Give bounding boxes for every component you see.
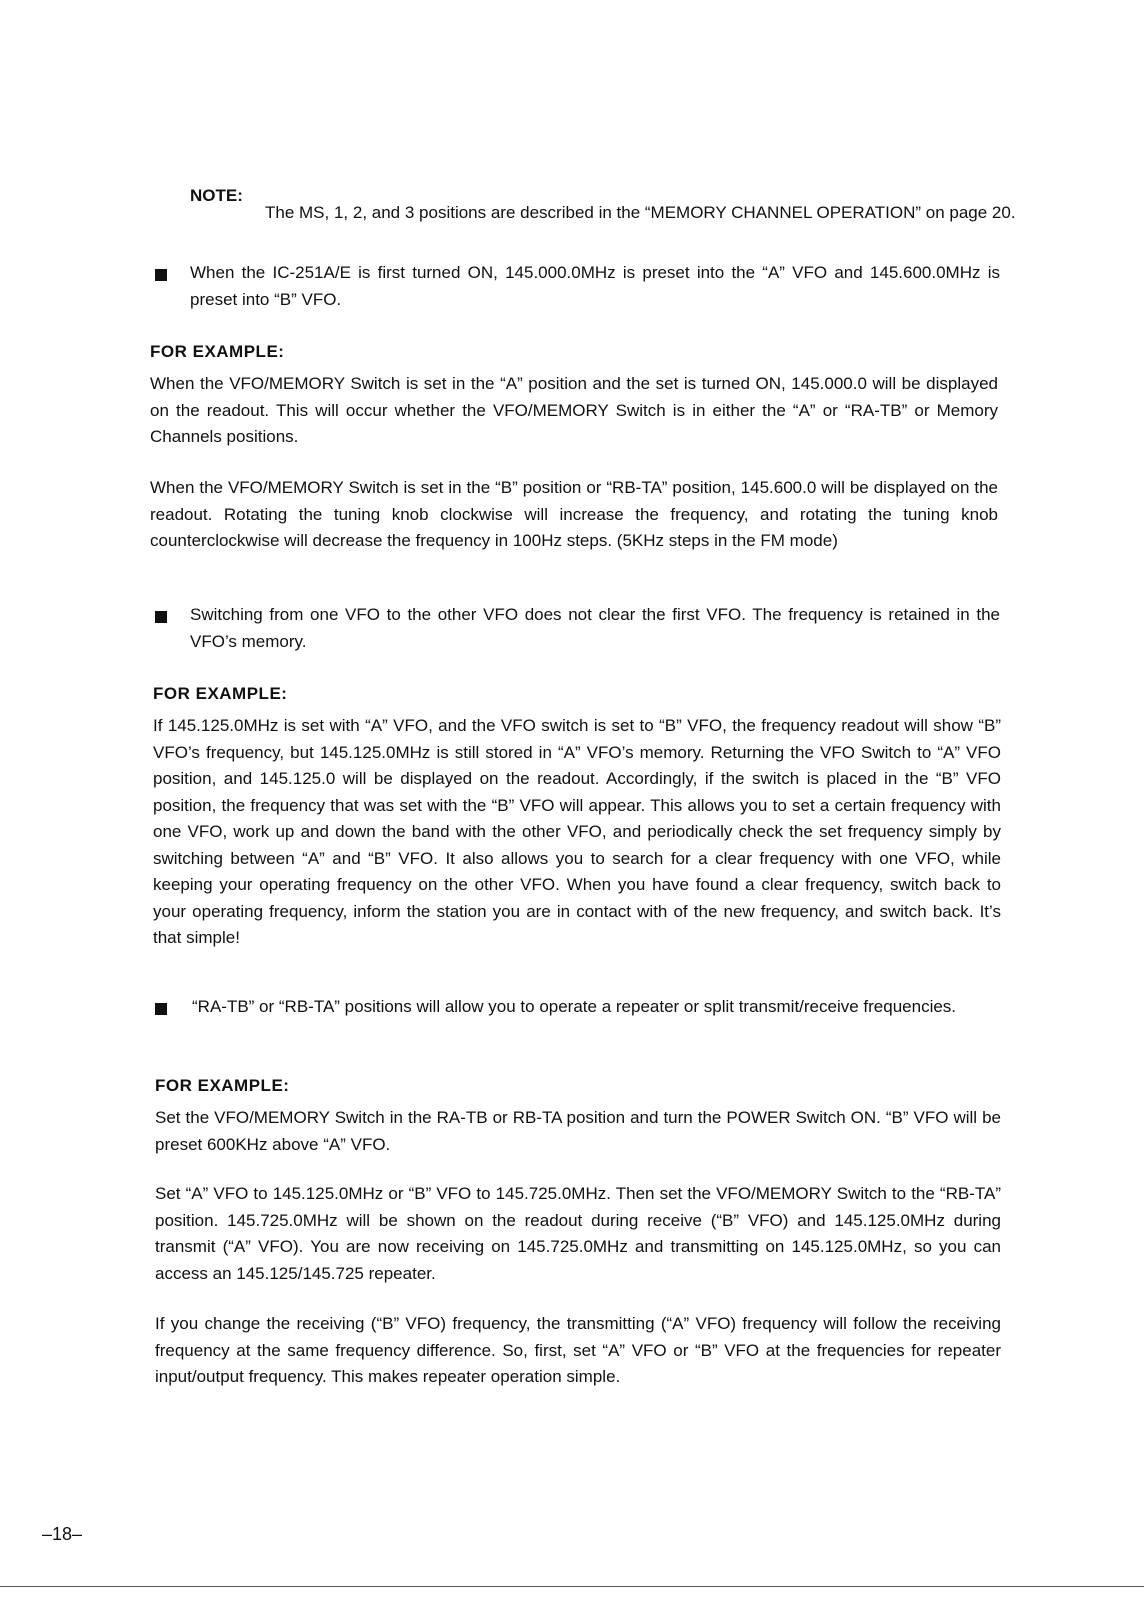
bullet-paragraph-2: Switching from one VFO to the other VFO does not clear the first VFO. The frequency is retained in the VFO’s memory. <box>190 605 1000 651</box>
example3-paragraph-3: If you change the receiving (“B” VFO) frequency, the transmitting (“A” VFO) frequency will follow the receiving frequency at the same frequency difference. So, first, set “A” VFO or “B” VFO at the frequencies for repeater input/output frequency. This makes repeater operation simple. <box>155 1314 1001 1386</box>
example1-paragraph-2: When the VFO/MEMORY Switch is set in the “B” position or “RB-TA” position, 145.600.0 will be displayed on the readout. Rotating the tuning knob clockwise will increase the frequency, and rotating the tuning knob counterclockwise will decrease the frequency in 100Hz steps. (5KHz steps in the FM mode) <box>150 478 998 550</box>
example1-paragraph-1: When the VFO/MEMORY Switch is set in the “A” position and the set is turned ON, 145.000.0 will be displayed on the readout. This will occur whether the VFO/MEMORY Switch is in either the “A” or “RA-TB” or Memory Channels positions. <box>150 374 998 446</box>
bullet-square-icon <box>155 611 167 623</box>
note-text: The MS, 1, 2, and 3 positions are described in the “MEMORY CHANNEL OPERATION” on page 20. <box>265 203 1016 222</box>
section-heading-3: FOR EXAMPLE: <box>155 1076 290 1095</box>
section-heading-1: FOR EXAMPLE: <box>150 342 285 361</box>
example3-paragraph-2: Set “A” VFO to 145.125.0MHz or “B” VFO to 145.725.0MHz. Then set the VFO/MEMORY Switch to the “RB-TA” position. 145.725.0MHz will be shown on the readout during receive (“B” VFO) and 145.125.0MHz during transmit (“A” VFO). You are now receiving on 145.725.0MHz and transmitting on 145.125.0MHz, so you can access an 145.125/145.725 repeater. <box>155 1184 1001 1283</box>
bullet-paragraph-1: When the IC-251A/E is first turned ON, 145.000.0MHz is preset into the “A” VFO and 145.600.0MHz is preset into “B” VFO. <box>190 263 1000 309</box>
footer-rule <box>0 1586 1144 1587</box>
example3-paragraph-1: Set the VFO/MEMORY Switch in the RA-TB or RB-TA position and turn the POWER Switch ON. “B” VFO will be preset 600KHz above “A” VFO. <box>155 1108 1001 1154</box>
bullet-paragraph-3: “RA-TB” or “RB-TA” positions will allow you to operate a repeater or split transmit/receive frequencies. <box>192 997 957 1016</box>
bullet-square-icon <box>155 1003 167 1015</box>
page-number: –18– <box>42 1524 83 1544</box>
bullet-square-icon <box>155 269 167 281</box>
section-heading-2: FOR EXAMPLE: <box>153 684 288 703</box>
note-label: NOTE: <box>190 186 243 205</box>
example2-paragraph-1: If 145.125.0MHz is set with “A” VFO, and the VFO switch is set to “B” VFO, the frequency readout will show “B” VFO’s frequency, but 145.125.0MHz is still stored in “A” VFO’s memory. Returning the VFO Switch to “A” VFO position, and 145.125.0 will be displayed on the readout. Accordingly, if the switch is placed in the “B” VFO position, the frequency that was set with the “B” VFO will appear. This allows you to set a certain frequency with one VFO, work up and down the band with the other VFO, and periodically check the set frequency simply by switching between “A” and “B” VFO. It also allows you to search for a clear frequency with one VFO, while keeping your operating frequency on the other VFO. When you have found a clear frequency, switch back to your operating frequency, inform the station you are in contact with of the new frequency, and switch back. It’s that simple! <box>153 716 1001 947</box>
